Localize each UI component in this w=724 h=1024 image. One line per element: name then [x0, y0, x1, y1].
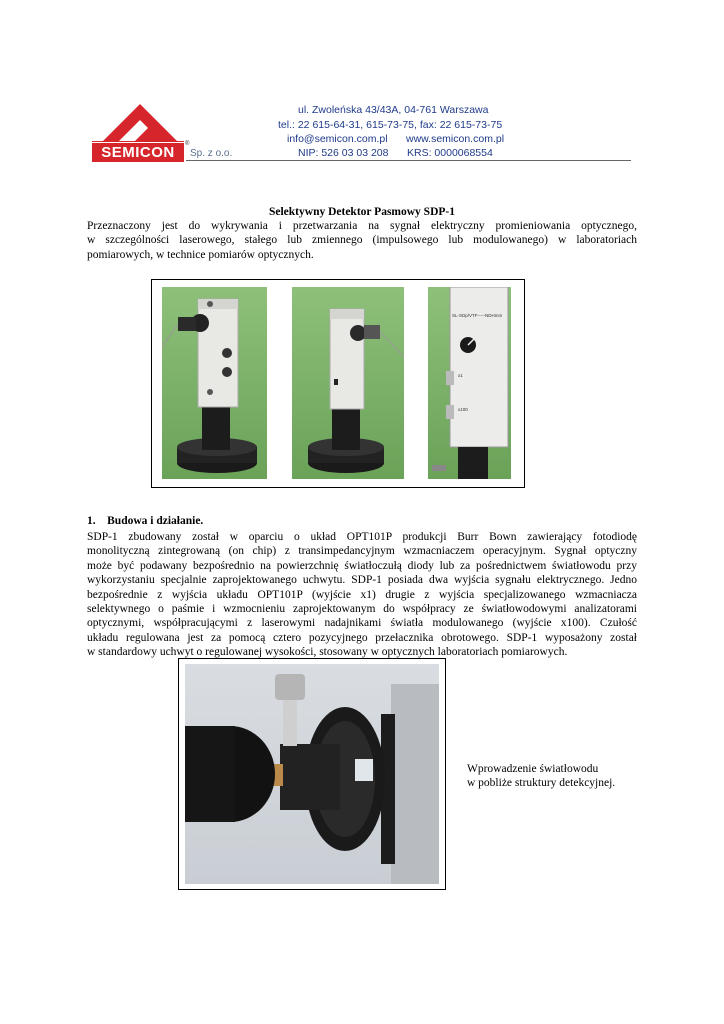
company-phone: tel.: 22 615-64-31, 615-73-75, fax: 22 615-73-75 [278, 119, 503, 131]
company-suffix: Sp. z o.o. [190, 148, 233, 159]
section-line: wykorzystaniu specjalnie zaprojektowanego uchwytu. SDP-1 posiada dwa wyjścia sygnału elektrycznego. Jedno [87, 574, 637, 587]
section-line: bezpośrednie z wyjścia układu OPT101P (wyjście x1) drugie z wyjścia specjalizowanego wzmacniacza [87, 588, 637, 601]
detector-panel-view-icon [428, 287, 511, 479]
section-line: w standardowy uchwyt o regulowanej wysokości, stosowany w optycznych laboratoriach pomiarowych. [87, 646, 568, 659]
company-address: ul. Zwoleńska 43/43A, 04-761 Warszawa [298, 104, 489, 116]
output-x100-label: x100 [458, 407, 468, 412]
fiber-connector-closeup-icon [185, 664, 439, 884]
detail-photo-caption [467, 762, 615, 791]
product-photo-side [292, 287, 404, 479]
detail-photo-frame [178, 658, 446, 890]
section-line: SDP-1 zbudowany został w oparciu o układ OPT101P produkcji Burr Bown zawierający fotodiodę [87, 531, 637, 543]
device-panel-label: SL-SDp/VTF-----NDHmm [452, 313, 503, 318]
caption-line: w pobliże struktury detekcyjnej. [467, 777, 616, 790]
section-line: optycznymi, współpracującymi z laserowymi nadajnikami światła modulowanego (wyjście x100). Czułość [87, 617, 637, 630]
intro-line: w szczególności laserowego, stałego lub zmiennego (impulsowego lub modulowanego) w laboratoriach [87, 234, 637, 247]
output-x1-label: x1 [458, 373, 463, 378]
section-line: układu regulowana jest za pomocą cztero pozycyjnego przełacznika obrotowego. SDP-1 wyposażony został [87, 631, 637, 644]
detector-front-view-icon [162, 287, 267, 479]
section-heading: 1. Budowa i działanie. [87, 515, 204, 527]
product-photo-back [428, 287, 511, 479]
letterhead-divider [186, 160, 631, 161]
intro-paragraph [87, 219, 637, 262]
logo-wordmark: SEMICON [92, 143, 184, 162]
product-photo-front [162, 287, 267, 479]
caption-line: Wprowadzenie światłowodu [467, 763, 599, 775]
section-line: monolityczną zintegrowaną (on chip) z transimpedancyjnym wzmacniaczem operacyjnym. Sygnał optyczny [87, 545, 637, 558]
company-krs: KRS: 0000068554 [407, 147, 493, 159]
company-nip: NIP: 526 03 03 208 [298, 147, 389, 159]
company-email[interactable]: info@semicon.com.pl [287, 133, 388, 145]
detector-side-view-icon [292, 287, 404, 479]
section-line: może być podawany bezpośrednio na powierzchnię światłoczułą diody lub za pośrednictwem światłowodu przy [87, 559, 637, 572]
section-body [87, 530, 637, 660]
fiber-input-detail-photo [185, 664, 439, 884]
section-line: selektywnego o paśmie i wzmocnieniu zaprojektowanym do współpracy ze światłowodowymi analizatorami [87, 603, 637, 616]
product-photos-frame [151, 279, 525, 488]
registered-mark: ® [185, 141, 190, 147]
intro-line: Przeznaczony jest do wykrywania i przetwarzania na sygnał elektryczny promieniowania optycznego, [87, 220, 637, 232]
company-website[interactable]: www.semicon.com.pl [406, 133, 505, 145]
intro-line: pomiarowych, w technice pomiarów optycznych. [87, 248, 314, 261]
document-title: Selektywny Detektor Pasmowy SDP-1 [268, 206, 455, 218]
